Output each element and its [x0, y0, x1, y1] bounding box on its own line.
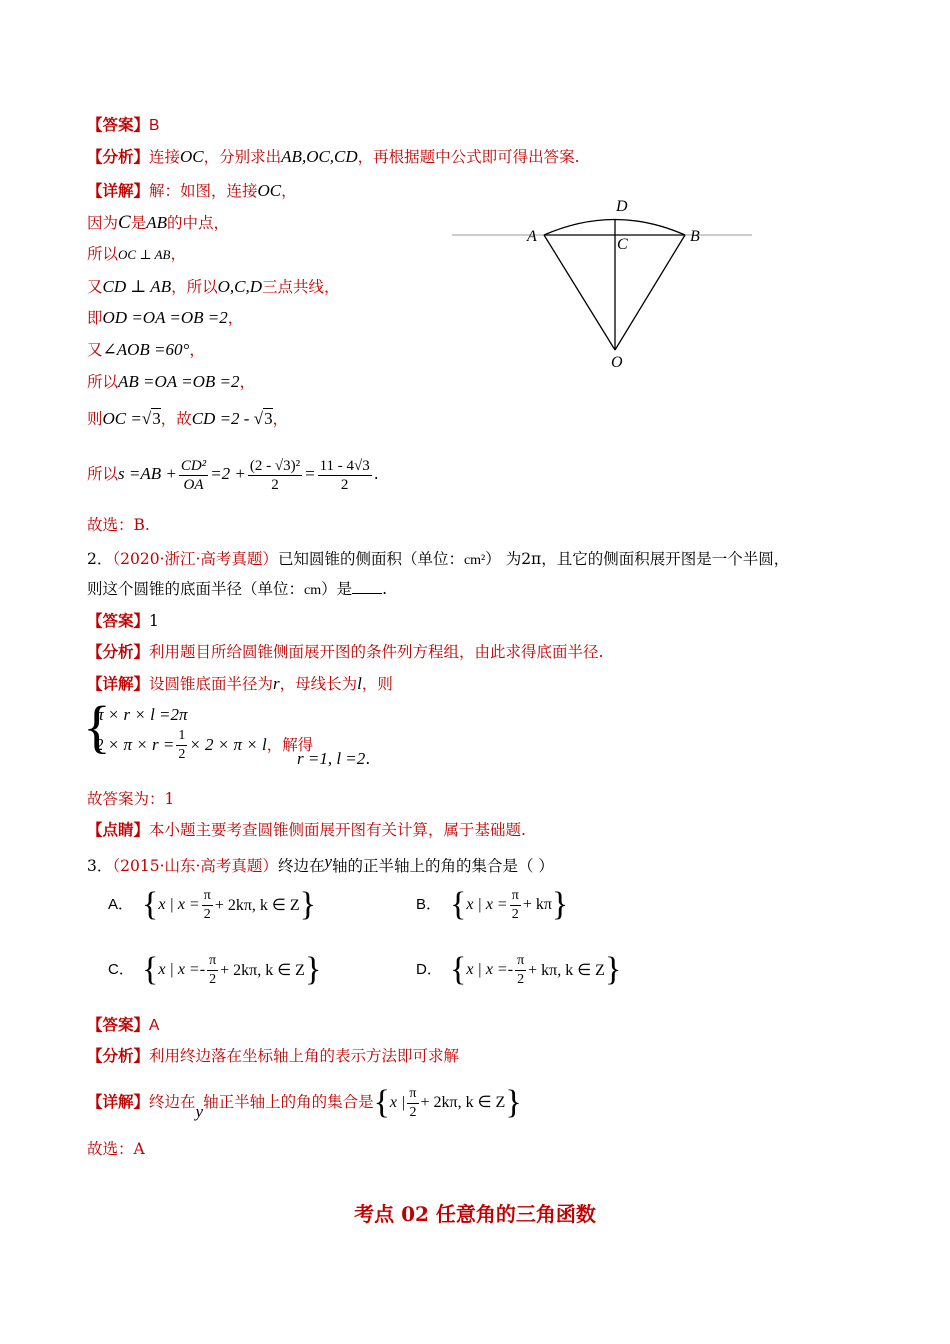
detail-text: 设圆锥底面半径为 [149, 675, 274, 693]
punct: . [365, 749, 371, 768]
fraction-denominator: 2 [517, 971, 525, 987]
step-text: 的中点， [167, 214, 230, 232]
step-text: 所以 [87, 245, 119, 263]
detail-text: 终边在 [149, 1093, 196, 1111]
q2-analysis-line [87, 641, 603, 663]
step-text: 因为 [87, 214, 119, 232]
equation-2 [95, 727, 313, 764]
analysis-line-1 [87, 146, 580, 168]
step-line-fraction [87, 452, 379, 496]
step-line [87, 212, 229, 234]
detail-line-1 [87, 180, 297, 202]
analysis-text: 利用终边落在坐标轴上角的表示方法即可求解 [149, 1047, 460, 1065]
label-o: O [611, 354, 623, 371]
punct: ， [281, 182, 297, 200]
analysis-tag: 【分析】 [87, 1046, 150, 1065]
result [297, 749, 370, 769]
step-line: 则OC =√3，故CD =2 - √3， [87, 409, 289, 428]
note-text: 本小题主要考查圆锥侧面展开图有关计算，属于基础题. [149, 821, 526, 839]
math-oc: OC [180, 147, 204, 166]
sqrt-radicand: 3 [152, 409, 161, 428]
math-points: O,C,D [217, 277, 263, 296]
math-y: y [195, 1102, 204, 1121]
fraction [407, 1085, 418, 1122]
question-number: 3． [87, 857, 113, 875]
detail-tag: 【详解】 [87, 1092, 150, 1111]
option-a[interactable]: A． {x | x = $\frac{\pi}{2}$ + 2kπ, k ∈ Z} [108, 886, 316, 923]
fraction-denominator: 2 [178, 747, 186, 762]
fraction-denominator: 2 [271, 476, 279, 493]
question-text: ）是 [321, 580, 353, 598]
set-prefix: x | x = [158, 896, 200, 913]
question-text: 则这个圆锥的底面半径（单位： [87, 580, 305, 598]
equation-1: π × r × l =2π [95, 705, 188, 724]
step-text: 所以 [87, 465, 119, 483]
answer-tag: 【答案】 [87, 611, 150, 630]
option-label: D． [416, 961, 442, 978]
step-line [87, 371, 255, 393]
analysis-text: 连接 [149, 148, 181, 166]
math-angle: ∠AOB =60° [102, 340, 190, 359]
q2-note-line [87, 819, 526, 841]
detail-tag: 【详解】 [87, 181, 150, 200]
math-perp: CD ⊥ AB [102, 277, 172, 296]
analysis-tag: 【分析】 [87, 147, 150, 166]
answer-value: 1 [149, 612, 159, 630]
punct: . [382, 580, 388, 598]
fraction [179, 457, 208, 494]
detail-text: ，则 [361, 675, 393, 693]
set-prefix: x | [389, 1094, 406, 1111]
q3-detail-line [87, 1082, 522, 1132]
detail-text: 解：如图，连接 [149, 182, 258, 200]
q3-answer-line [87, 1014, 159, 1037]
question-text: ） 为2π，且它的侧面积展开图是一个半圆， [485, 550, 790, 568]
step-text: ， [239, 373, 255, 391]
step-text: 所以 [87, 373, 119, 391]
step-text: 三点共线， [262, 278, 340, 296]
step-text: ，所以 [171, 278, 218, 296]
section-title: 考点 02 任意角的三角函数 [354, 1202, 596, 1226]
question-number: 2． [87, 550, 113, 568]
answer-value: A [149, 1017, 160, 1034]
q3-choose-line [87, 1138, 145, 1160]
question-source: （2015·山东·高考真题） [112, 857, 278, 875]
fraction [207, 952, 218, 989]
answer-tag: 【答案】 [87, 115, 150, 134]
fraction-denominator: 2 [209, 971, 217, 987]
detail-tag: 【详解】 [87, 674, 150, 693]
set-prefix: x | x = [466, 896, 508, 913]
q3-analysis-line [87, 1045, 459, 1067]
fraction-denominator: OA [183, 476, 204, 493]
label-d: D [616, 198, 628, 215]
fraction [515, 952, 526, 989]
math-r: r [273, 674, 280, 693]
fraction-numerator: 1 [176, 727, 187, 746]
analysis-text: ，分别求出 [203, 148, 282, 166]
fraction [176, 727, 187, 764]
step-text: ，故 [160, 410, 192, 428]
question-text: 终边在 [277, 857, 325, 875]
fraction-denominator: 2 [203, 906, 211, 922]
q3-line-1 [87, 851, 554, 877]
final-answer: 故答案为：1 [87, 790, 175, 808]
analysis-text: 利用题目所给圆锥侧面展开图的条件列方程组，由此求得底面半径. [149, 643, 604, 661]
answer-tag: 【答案】 [87, 1015, 150, 1034]
step-text: 又 [87, 278, 103, 296]
math-eq: OC = [102, 409, 142, 428]
option-label: B． [416, 896, 442, 913]
result-values: r =1, l =2 [297, 749, 366, 768]
label-b: B [690, 228, 700, 245]
option-b[interactable]: B． {x | x = $\frac{\pi}{2}$ + kπ} [416, 886, 569, 923]
fraction [202, 887, 213, 924]
choose-text: 故选：A [87, 1140, 145, 1158]
label-a: A [527, 228, 537, 245]
step-text: ， [170, 245, 186, 263]
fraction-numerator: 11 - 4√3 [319, 457, 370, 474]
note-tag: 【点睛】 [87, 820, 150, 839]
punct: . [373, 465, 379, 483]
fraction-numerator: CD² [180, 457, 207, 474]
q2-final-line [87, 788, 174, 810]
answer-blank [352, 581, 382, 594]
set-suffix: + 2kπ, k ∈ Z [214, 897, 300, 914]
analysis-tag: 【分析】 [87, 642, 150, 661]
fraction [318, 457, 372, 494]
fraction-numerator: π [515, 952, 526, 971]
unit: cm [304, 583, 322, 598]
question-text: 轴的正半轴上的角的集合是（ ） [332, 857, 554, 875]
q2-detail-line [87, 673, 393, 695]
math-eq: =2 + [210, 464, 246, 483]
math-eq: s =AB + [118, 464, 177, 483]
option-label: C． [108, 961, 134, 978]
set-suffix: + kπ, k ∈ Z [528, 962, 605, 979]
math-eq: OD =OA =OB =2 [102, 308, 228, 327]
step-text: ， [227, 309, 244, 327]
q2-line-1 [87, 548, 789, 572]
step-text: ， [189, 341, 205, 359]
left-brace: { [83, 694, 111, 759]
math-y: y [324, 852, 332, 871]
option-label: A． [108, 896, 134, 913]
math-eq: = [304, 464, 316, 483]
math-segments: AB,OC,CD [281, 147, 358, 166]
math-eq: CD =2 - [191, 409, 250, 428]
step-text: 又 [87, 341, 103, 359]
set-suffix: + 2kπ, k ∈ Z [420, 1094, 506, 1111]
step-text: 即 [87, 309, 103, 327]
fraction-numerator: π [407, 1085, 418, 1104]
fraction [510, 887, 521, 924]
set-suffix: + kπ [522, 896, 552, 913]
q2-answer-line [87, 610, 159, 632]
math-perp: OC ⊥ AB [118, 247, 171, 262]
equation-part: × 2 × π × l [189, 735, 267, 754]
label-c: C [617, 236, 628, 253]
fraction-numerator: π [202, 887, 213, 906]
detail-text: ，母线长为 [279, 675, 358, 693]
option-d[interactable]: D． {x | x =- $\frac{\pi}{2}$ + kπ, k ∈ Z} [416, 951, 622, 988]
sqrt-radicand: 3 [264, 409, 273, 428]
detail-text: 轴正半轴上的角的集合是 [203, 1093, 374, 1111]
answer-line-1 [87, 114, 159, 137]
fraction-numerator: π [207, 952, 218, 971]
math-oc: OC [257, 181, 282, 200]
step-line [87, 276, 340, 298]
math-c: C [118, 212, 131, 233]
answer-set: {x | $\frac{\pi}{2}$ + 2kπ, k ∈ Z} [373, 1084, 522, 1121]
choose-line [87, 514, 150, 536]
equation-part: 2 × π × r = [95, 735, 175, 754]
math-l: l [357, 674, 362, 693]
fraction-numerator: (2 - √3)² [249, 457, 301, 474]
set-prefix: x | x =- [466, 961, 514, 978]
radius-oa [544, 235, 615, 350]
fraction-numerator: π [510, 887, 521, 906]
math-eq: AB =OA =OB =2 [118, 372, 240, 391]
answer-value: B [149, 117, 160, 134]
analysis-text: ，再根据题中公式即可得出答案. [357, 148, 580, 166]
solve-text: ，解得 [266, 736, 314, 754]
step-text: 则 [87, 410, 103, 428]
step-text: 是 [130, 214, 147, 232]
unit: cm² [463, 553, 486, 568]
step-line [87, 243, 186, 266]
fraction [248, 457, 302, 494]
fraction-denominator: 2 [511, 906, 519, 922]
fraction-denominator: 2 [409, 1104, 417, 1120]
fraction-denominator: 2 [340, 476, 349, 493]
step-line [87, 307, 243, 329]
option-c[interactable]: C． {x | x =- $\frac{\pi}{2}$ + 2kπ, k ∈ Z} [108, 951, 322, 988]
choose-text: 故选：B. [87, 516, 150, 534]
step-text: ， [272, 410, 289, 428]
set-prefix: x | x =- [158, 961, 206, 978]
q2-line-2 [87, 578, 387, 602]
set-suffix: + 2kπ, k ∈ Z [220, 962, 305, 979]
question-source: （2020·浙江·高考真题） [112, 550, 278, 568]
question-text: 已知圆锥的侧面积（单位： [277, 550, 464, 568]
math-ab: AB [146, 213, 167, 232]
step-line [87, 339, 205, 361]
sector-diagram [450, 190, 760, 375]
